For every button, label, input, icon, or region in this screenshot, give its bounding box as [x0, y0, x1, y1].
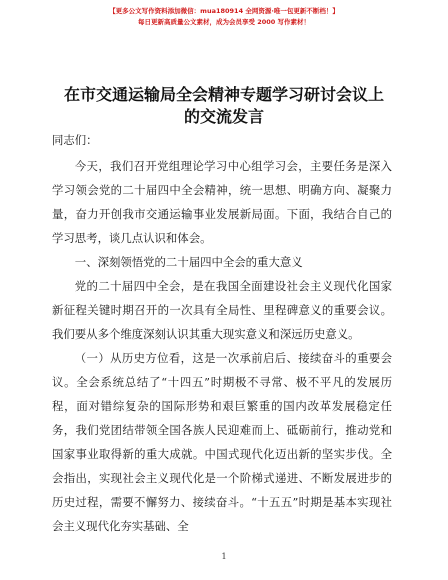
page-number: 1 [221, 552, 227, 561]
promo-line-2: 每日更新高质量公文素材，成为会员享受 2000 写作素材！ [137, 18, 311, 26]
paragraph-significance: 党的二十届四中全会，是在我国全面建设社会主义现代化国家新征程关键时期召开的一次具有全局性、里程碑意义的重要会议。我们要从多个维度深刻认识其重大现实意义和深远历史意义。 [52, 279, 392, 341]
paragraph-historical-position: （一）从历史方位看，这是一次承前启后、接续奋斗的重要会议。全会系统总结了“十四五”时期极不寻常、极不平凡的发展历程，面对错综复杂的国际形势和艰巨繁重的国内改革发展稳定任务，我们党团结带领全国各族人民迎难而上、砥砺前行，推动党和国家事业取得新的重大成就。中国式现代化迈出新的坚实步伐。全会指出，实现社会主义现代化是一个阶梯式递进、不断发展进步的历史过程，需要不懈努力、接续奋斗。“十五五”时期是基本实现社会主义现代化夯实基础、全 [52, 351, 392, 533]
title-line-2: 的交流发言 [183, 107, 264, 126]
promo-line-1: 【更多公文写作资料添加微信：mua180914 全网资源·唯一包更新不断档！】 [109, 7, 339, 15]
greeting: 同志们： [52, 133, 98, 147]
section-heading-1: 一、深刻领悟党的二十届四中全会的重大意义 [74, 255, 303, 269]
document-title [0, 84, 448, 128]
paragraph-intro: 今天，我们召开党组理论学习中心组学习会，主要任务是深入学习领会党的二十届四中全会精神，统一思想、明确方向、凝聚力量，奋力开创我市交通运输事业发展新局面。下面，我结合自己的学习思考，谈几点认识和体会。 [52, 159, 392, 245]
title-line-1: 在市交通运输局全会精神专题学习研讨会议上 [63, 85, 384, 104]
